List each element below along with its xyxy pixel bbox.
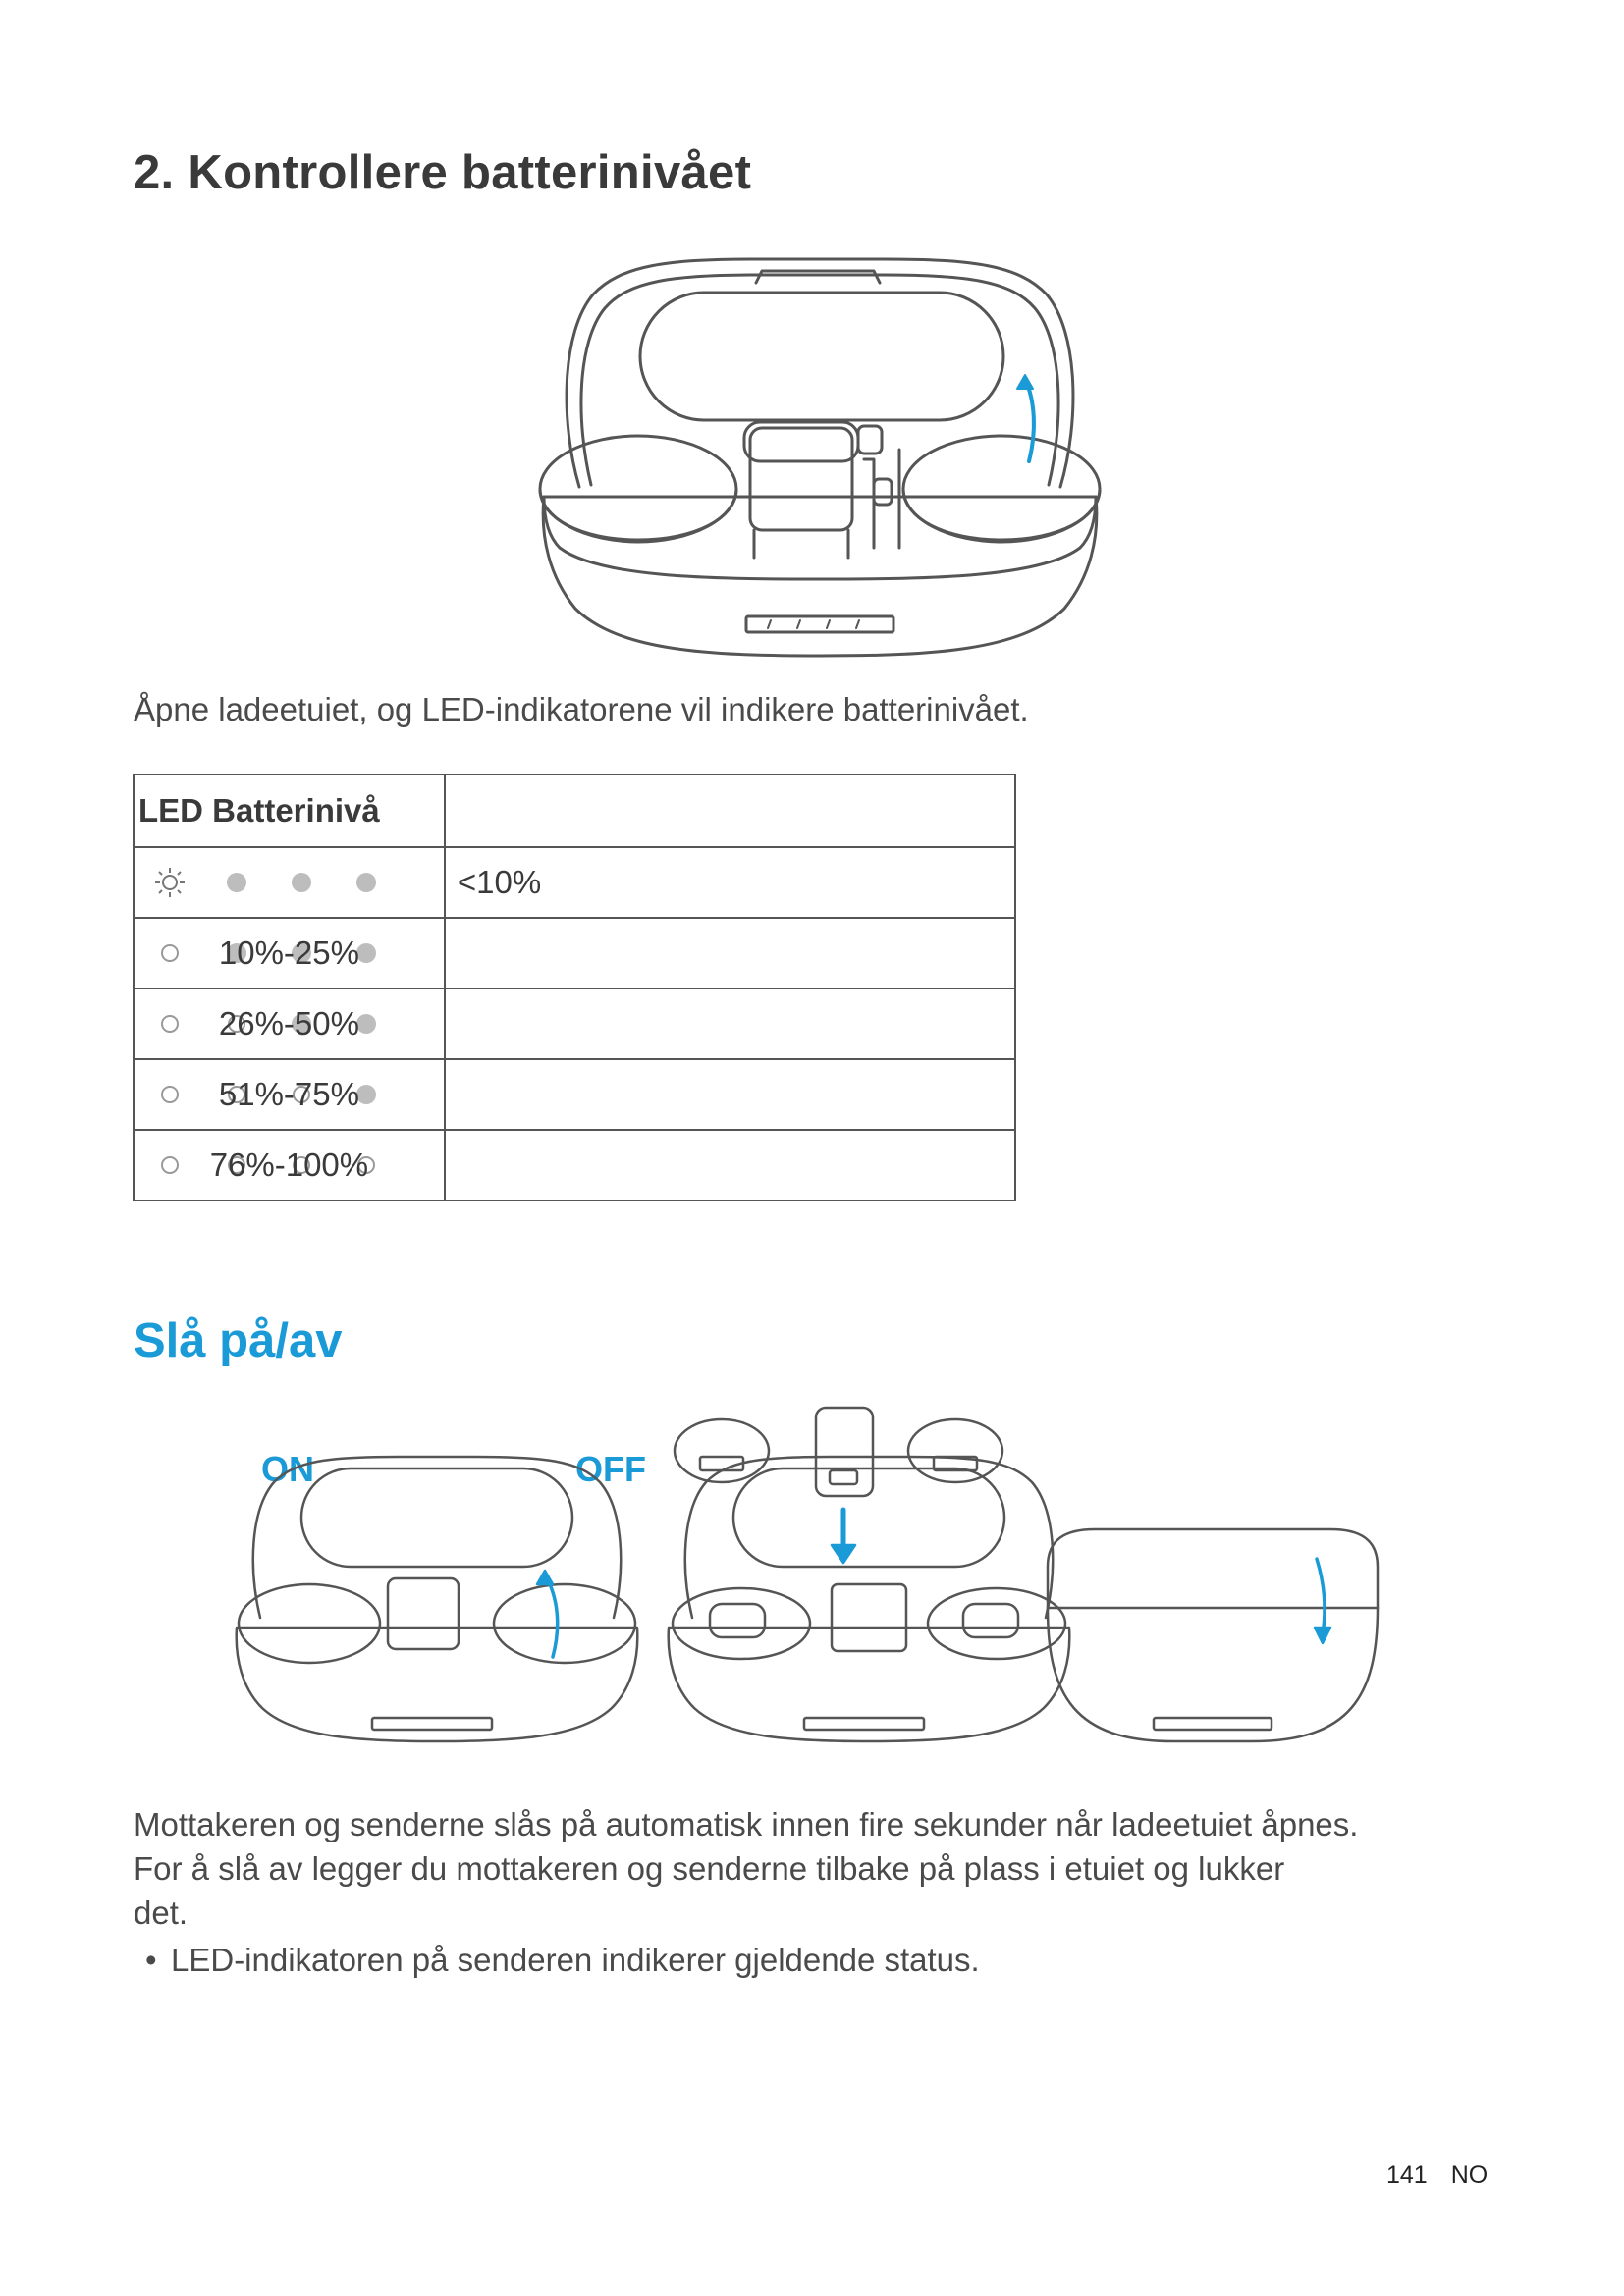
paragraph-line: For å slå av legger du mottakeren og senderne tilbake på plass i etuiet og lukker — [134, 1850, 1285, 1887]
battery-level-text: 76%-100% — [209, 1147, 369, 1183]
table-row — [134, 1130, 1015, 1201]
power-paragraph — [134, 1802, 1508, 1935]
page-footer — [1386, 2162, 1488, 2190]
off-parts-drawing — [675, 1408, 1002, 1563]
on-label: ON — [261, 1449, 314, 1489]
level-cell — [445, 1130, 1015, 1201]
paragraph-line: Mottakeren og senderne slås på automatisk innen fire sekunder når ladeetuiet åpnes. — [134, 1806, 1359, 1842]
led-cell — [134, 1130, 445, 1201]
off-open-case-drawing — [669, 1457, 1070, 1741]
level-cell — [445, 1059, 1015, 1130]
table-header-row — [134, 774, 1015, 847]
table-header-empty-cell — [445, 774, 1015, 847]
section-title-battery: 2. Kontrollere batterinivået — [134, 146, 752, 199]
led-cell — [134, 1059, 445, 1130]
page-number: 141 — [1386, 2162, 1428, 2189]
table-row — [134, 1059, 1015, 1130]
led-battery-table — [133, 774, 1016, 1201]
led-cell — [134, 918, 445, 988]
bullet-icon: • — [145, 1942, 157, 1978]
off-label: OFF — [575, 1449, 646, 1489]
level-cell — [445, 847, 1015, 918]
table-header-cell: LED Batterinivå — [134, 774, 445, 847]
bullet-text: LED-indikatoren på senderen indikerer gjeldende status. — [171, 1942, 980, 1978]
power-on-off-illustration — [231, 1402, 1409, 1781]
level-cell — [445, 988, 1015, 1059]
paragraph-line: det. — [134, 1895, 189, 1931]
table-row — [134, 847, 1015, 918]
battery-level-text: 10%-25% — [218, 934, 359, 971]
battery-level-text: 51%-75% — [218, 1076, 359, 1112]
on-open-case-drawing — [237, 1457, 638, 1741]
section-title-power: Slå på/av — [134, 1314, 343, 1367]
battery-level-text: <10% — [457, 864, 542, 900]
language-code: NO — [1450, 2162, 1489, 2189]
led-blink-grey-icon — [150, 865, 406, 900]
bullet-item — [134, 1942, 980, 1979]
level-cell — [445, 918, 1015, 988]
battery-caption: Åpne ladeetuiet, og LED-indikatorene vil indikere batterinivået. — [134, 691, 1029, 727]
open-charging-case-illustration — [530, 253, 1110, 666]
closed-case-drawing — [1041, 1529, 1384, 1741]
led-cell — [134, 847, 445, 918]
led-cell — [134, 988, 445, 1059]
table-row — [134, 988, 1015, 1059]
table-row — [134, 918, 1015, 988]
battery-level-text: 26%-50% — [218, 1005, 359, 1041]
